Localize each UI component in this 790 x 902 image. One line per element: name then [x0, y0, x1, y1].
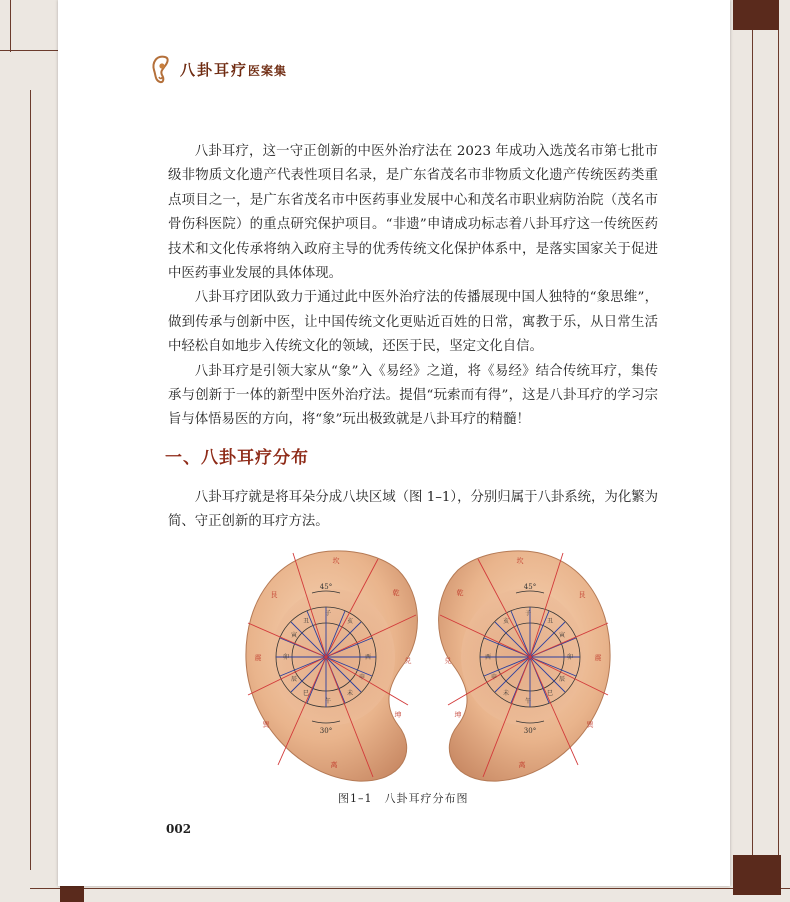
right-branch-yin: 寅: [558, 632, 566, 639]
right-branch-shen: 申: [490, 674, 498, 681]
figure-caption: 图1–1 八卦耳疗分布图: [338, 792, 469, 805]
corner-block-bottom-right: [733, 855, 781, 895]
frame-left-line: [10, 0, 11, 52]
right-branch-mao: 卯: [566, 654, 574, 661]
section-paragraph: 八卦耳疗就是将耳朵分成八块区域（图 1–1），分别归属于八卦系统，为化繁为简、守正创新的耳疗方法。: [168, 490, 658, 530]
left-branch-you: 酉: [364, 654, 372, 661]
page-header: [150, 54, 287, 84]
right-trigram-dui: 兑: [444, 657, 452, 665]
right-branch-chen: 辰: [558, 676, 566, 683]
frame-top-line: [0, 50, 60, 51]
section-text: [168, 486, 658, 535]
left-branch-shen: 申: [358, 674, 366, 681]
right-trigram-kun: 坤: [454, 711, 462, 719]
left-trigram-gen: 艮: [270, 591, 278, 599]
right-trigram-kan: 坎: [516, 557, 524, 565]
intro-text: [168, 140, 658, 433]
left-branch-wu: 午: [324, 698, 332, 705]
section-title: 一、八卦耳疗分布: [165, 448, 309, 468]
left-trigram-qian: 乾: [392, 589, 400, 597]
header-title: [180, 59, 287, 80]
left-branch-chen: 辰: [290, 676, 298, 683]
left-trigram-kan: 坎: [332, 557, 340, 565]
right-trigram-qian: 乾: [456, 589, 464, 597]
right-branch-you: 酉: [484, 654, 492, 661]
ear-bagua-figure: [238, 545, 618, 785]
right-branch-si: 巳: [546, 690, 554, 697]
frame-left-line-2: [30, 90, 31, 870]
right-trigram-li: 离: [518, 761, 526, 769]
ear-logo-icon: [150, 54, 172, 84]
right-branch-wu: 午: [524, 698, 532, 705]
frame-right-line-2: [778, 30, 779, 870]
right-ear-angle-top: 45°: [523, 583, 537, 591]
right-branch-wei: 未: [502, 690, 510, 697]
page-number: 002: [166, 822, 192, 836]
left-ear-angle-bottom: 30°: [319, 727, 333, 735]
left-ear-angle-top: 45°: [319, 583, 333, 591]
left-branch-yin: 寅: [290, 632, 298, 639]
left-trigram-xun: 巽: [262, 721, 270, 729]
left-trigram-dui: 兑: [404, 657, 412, 665]
right-ear-angle-bottom: 30°: [523, 727, 537, 735]
left-trigram-li: 离: [330, 761, 338, 769]
paragraph-1: 八卦耳疗，这一守正创新的中医外治疗法在 2023 年成功入选茂名市第七批市级非物质文化遗产代表性项目名录，是广东省茂名市非物质文化遗产传统医药类重点项目之一，是广东省茂名市中医药事业发展中心和茂名市职业病防治院（茂名市骨伤科医院）的重点研究保护项目。“非遗”申请成功标志着八卦耳疗这一传统医药技术和文化传承将纳入政府主导的优秀传统文化保护体系中，是落实国家关于促进中医药事业发展的具体体现。: [168, 144, 658, 282]
left-branch-chou: 丑: [302, 618, 310, 625]
right-trigram-zhen: 震: [594, 654, 602, 662]
left-ear: [246, 551, 418, 781]
paragraph-3: 八卦耳疗是引领大家从“象”入《易经》之道，将《易经》结合传统耳疗，集传承与创新于一体的新型中医外治疗法。提倡“玩索而有得”，这是八卦耳疗的学习宗旨与体悟易医的方向，将“象”玩出极致就是八卦耳疗的精髓！: [168, 363, 658, 428]
book-page: [58, 0, 730, 886]
right-branch-chou: 丑: [546, 618, 554, 625]
left-branch-wei: 未: [346, 690, 354, 697]
left-branch-hai: 亥: [346, 618, 354, 625]
header-book-subtitle: 医案集: [248, 63, 288, 78]
header-book-title: 八卦耳疗: [180, 60, 249, 79]
right-branch-zi: 子: [524, 610, 532, 617]
right-trigram-gen: 艮: [578, 591, 586, 599]
left-branch-si: 巳: [302, 690, 310, 697]
left-trigram-kun: 坤: [394, 711, 402, 719]
right-trigram-xun: 巽: [586, 721, 594, 729]
paragraph-2: 八卦耳疗团队致力于通过此中医外治疗法的传播展现中国人独特的“象思维”，做到传承与创新中医，让中国传统文化更贴近百姓的日常，寓教于乐，从日常生活中轻松自如地步入传统文化的领域，还医于民，坚定文化自信。: [168, 290, 658, 355]
left-branch-mao: 卯: [282, 654, 290, 661]
corner-block-top-right: [733, 0, 779, 30]
left-trigram-zhen: 震: [254, 654, 262, 662]
right-branch-hai: 亥: [502, 618, 510, 625]
frame-right-line: [752, 30, 753, 870]
left-branch-zi: 子: [324, 610, 332, 617]
frame-bottom-line: [30, 888, 790, 889]
corner-block-bottom-left: [60, 884, 84, 902]
